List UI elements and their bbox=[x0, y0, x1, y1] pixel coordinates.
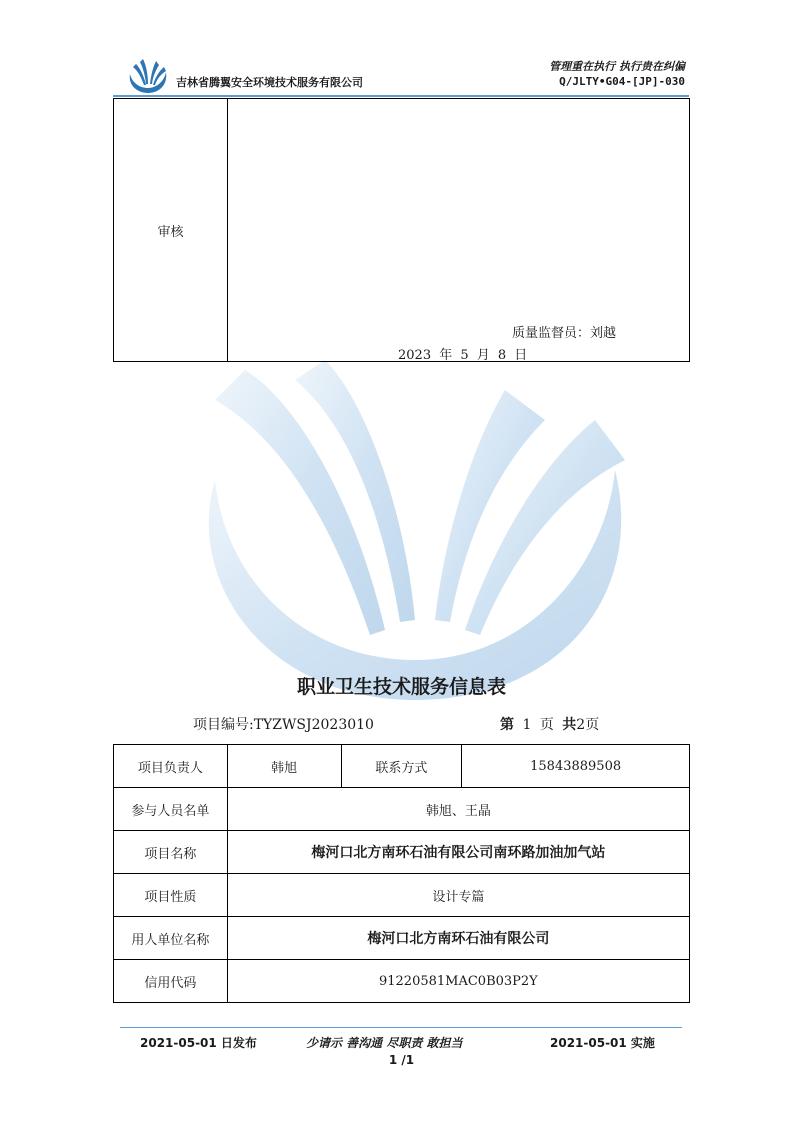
project-nature-value: 设计专篇 bbox=[227, 874, 689, 917]
page-number: 1 /1 bbox=[388, 1053, 415, 1067]
contact-label: 联系方式 bbox=[341, 745, 462, 788]
document-number: Q/JLTY•G04-[JP]-030 bbox=[559, 75, 685, 88]
watermark-logo-icon bbox=[175, 360, 655, 710]
info-table bbox=[113, 744, 690, 1003]
project-name-label: 项目名称 bbox=[114, 831, 228, 874]
page-prefix: 第 bbox=[500, 717, 514, 733]
footer-slogan: 少请示 善沟通 尽职责 敢担当 bbox=[306, 1036, 463, 1050]
project-number-value: :TYZWSJ2023010 bbox=[249, 717, 374, 733]
header-motto: 管理重在执行 执行贵在纠偏 bbox=[549, 60, 685, 73]
credit-code-value: 91220581MAC0B03P2Y bbox=[227, 960, 689, 1003]
page-suffix: 页 bbox=[585, 717, 600, 733]
page-indicator bbox=[500, 714, 599, 734]
review-label: 审核 bbox=[114, 99, 228, 362]
page-current: 1 bbox=[522, 717, 532, 733]
table-row bbox=[114, 745, 690, 788]
page-total-prefix: 共 bbox=[562, 717, 577, 733]
project-number-label: 项目编号 bbox=[193, 717, 249, 733]
project-nature-label: 项目性质 bbox=[114, 874, 228, 917]
review-date: 2023 年 5 月 8 日 bbox=[398, 348, 528, 363]
company-name: 吉林省腾翼安全环境技术服务有限公司 bbox=[176, 76, 363, 89]
table-row bbox=[114, 960, 690, 1003]
table-row bbox=[114, 831, 690, 874]
employer-value: 梅河口北方南环石油有限公司 bbox=[227, 917, 689, 960]
table-row bbox=[114, 917, 690, 960]
leader-label: 项目负责人 bbox=[114, 745, 228, 788]
contact-value: 15843889508 bbox=[462, 745, 690, 788]
table-row bbox=[114, 788, 690, 831]
header-divider bbox=[113, 95, 689, 97]
leader-value: 韩旭 bbox=[227, 745, 341, 788]
members-value: 韩旭、王晶 bbox=[227, 788, 689, 831]
info-table-title: 职业卫生技术服务信息表 bbox=[296, 676, 506, 698]
table-row bbox=[114, 874, 690, 917]
page-total: 2 bbox=[576, 717, 586, 733]
quality-inspector: 质量监督员：刘越 bbox=[512, 326, 617, 341]
credit-code-label: 信用代码 bbox=[114, 960, 228, 1003]
implement-date: 2021-05-01 实施 bbox=[550, 1036, 655, 1050]
employer-label: 用人单位名称 bbox=[114, 917, 228, 960]
project-name-value: 梅河口北方南环石油有限公司南环路加油加气站 bbox=[227, 831, 689, 874]
review-body bbox=[228, 99, 690, 362]
review-table bbox=[113, 98, 690, 362]
project-number bbox=[193, 714, 374, 734]
page-word: 页 bbox=[539, 717, 554, 733]
footer-divider bbox=[120, 1027, 682, 1028]
publish-date: 2021-05-01 日发布 bbox=[140, 1036, 257, 1050]
company-logo-icon bbox=[126, 56, 170, 94]
members-label: 参与人员名单 bbox=[114, 788, 228, 831]
